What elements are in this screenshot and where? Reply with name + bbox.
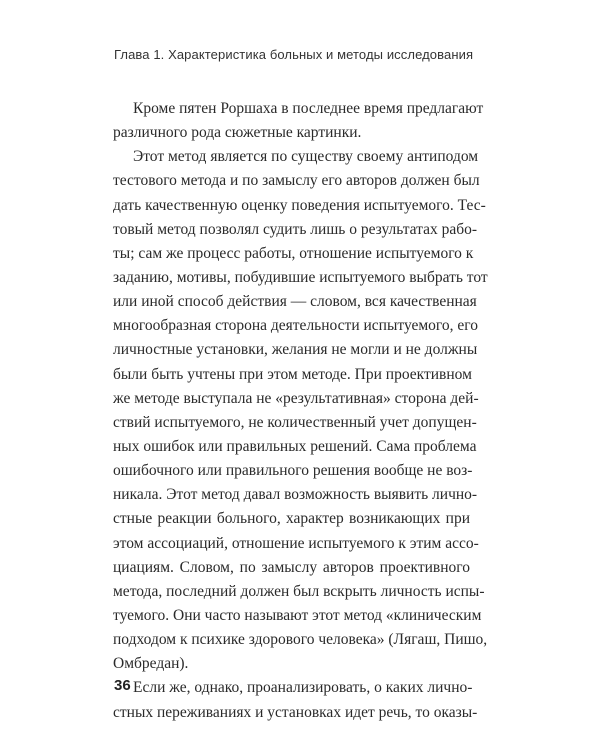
text-line: ных ошибок или правильных решений. Сама проблема — [113, 437, 477, 455]
text-line: этом ассоциаций, отношение испытуемого к этим ассо- — [113, 534, 479, 552]
text-line: различного рода сюжетные картинки. — [113, 124, 362, 142]
text-line: Кроме пятен Роршаха в последнее время предлагают — [133, 100, 484, 117]
text-line: никала. Этот метод давал возможность выявить лично- — [113, 486, 478, 504]
text-line: подходом к психике здорового человека» (Лягаш, Пишо, — [113, 631, 488, 649]
page-number: 36 — [114, 677, 131, 694]
text-line: Этот метод является по существу своему антиподом — [133, 148, 479, 166]
text-line: стные реакции больного, характер возникающих при — [113, 510, 470, 528]
text-line: личностные установки, желания не могли и не должны — [113, 341, 478, 359]
text-line: же методе выступала не «результативная» сторона дей- — [113, 389, 479, 407]
text-line: ошибочного или правильного решения вообще не воз- — [113, 462, 473, 480]
running-head: Глава 1. Характеристика больных и методы исследования — [114, 47, 474, 62]
text-line: стных переживаниях и установках идет речь, то оказы- — [113, 703, 478, 721]
text-line: Если же, однако, проанализировать, о каких лично- — [133, 679, 473, 697]
text-line: метода, последний должен был вскрыть личность испы- — [113, 582, 485, 600]
text-line: циациям. Словом, по замыслу авторов проективного — [113, 558, 470, 576]
text-line: тестового метода и по замыслу его авторов должен был — [113, 172, 480, 190]
text-line: ствий испытуемого, не количественный учет допущен- — [113, 413, 477, 431]
text-line: ты; сам же процесс работы, отношение испытуемого к — [113, 244, 474, 262]
text-line: многообразная сторона деятельности испытуемого, его — [113, 317, 479, 335]
text-line: товый метод позволял судить лишь о результатах рабо- — [113, 220, 478, 238]
text-line: были быть учтены при этом методе. При проективном — [113, 365, 472, 383]
text-line: дать качественную оценку поведения испытуемого. Тес- — [113, 196, 486, 214]
body-text — [113, 97, 488, 725]
text-line: заданию, мотивы, побудившие испытуемого выбрать тот — [113, 268, 488, 286]
text-line: Омбредан). — [113, 655, 189, 673]
text-line: или иной способ действия — словом, вся качественная — [113, 293, 477, 311]
text-line: туемого. Они часто называют этот метод «клиническим — [113, 606, 482, 624]
